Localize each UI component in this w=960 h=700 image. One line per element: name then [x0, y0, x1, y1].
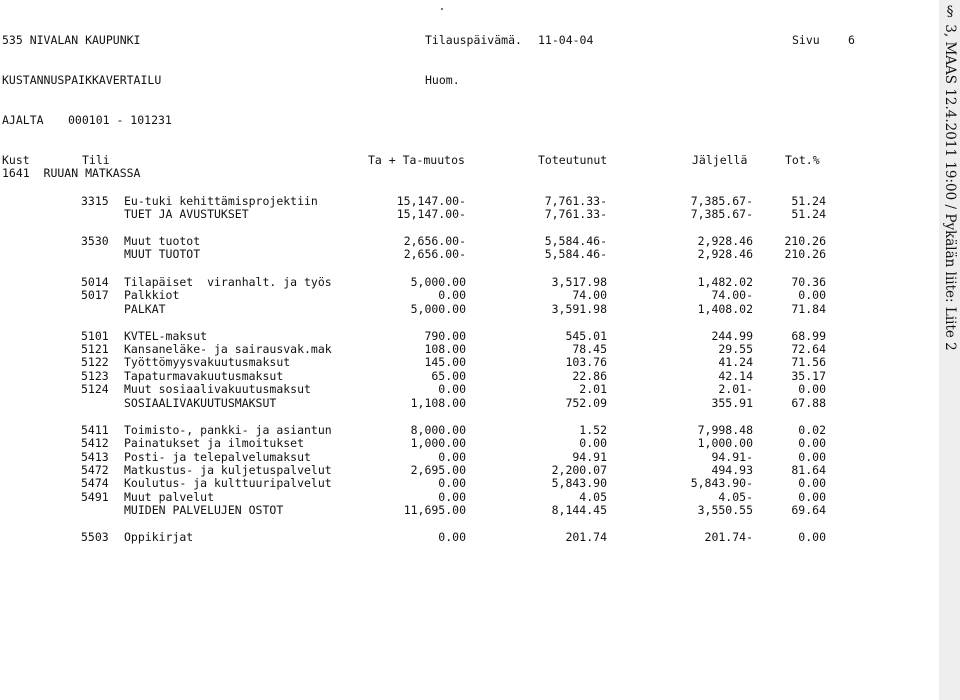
row-pct: 69.64: [791, 503, 826, 517]
col-header-pct: Tot.%: [785, 153, 820, 167]
row-remaining: 201.74-: [704, 530, 753, 544]
row-remaining: 2,928.46: [697, 247, 753, 261]
period-range: 000101 - 101231: [68, 113, 172, 127]
row-budget: 8,000.00: [410, 423, 466, 437]
row-budget: 1,108.00: [410, 396, 466, 410]
side-stamp-strip: [939, 0, 960, 700]
row-pct: 0.02: [798, 423, 826, 437]
row-actual: 2.01: [579, 382, 607, 396]
row-remaining: 2.01-: [718, 382, 753, 396]
col-header-budget: Ta + Ta-muutos: [368, 153, 465, 167]
row-name: Muut palvelut: [124, 490, 215, 504]
row-name: Oppikirjat: [124, 530, 194, 544]
row-actual: 94.91: [572, 450, 607, 464]
row-actual: 5,584.46-: [544, 247, 607, 261]
row-name: Toimisto-, pankki- ja asiantun: [124, 423, 332, 437]
row-pct: 0.00: [798, 490, 826, 504]
row-code: 5491: [81, 490, 109, 504]
row-budget: 790.00: [424, 329, 466, 343]
row-name: Painatukset ja ilmoitukset: [124, 436, 305, 450]
row-name: SOSIAALIVAKUUTUSMAKSUT: [124, 396, 277, 410]
row-pct: 51.24: [791, 207, 826, 221]
row-pct: 68.99: [791, 329, 826, 343]
col-header-tili: Tili: [82, 153, 110, 167]
row-pct: 0.00: [798, 450, 826, 464]
row-remaining: 1,408.02: [697, 302, 753, 316]
row-pct: 0.00: [798, 476, 826, 490]
row-code: 5017: [81, 288, 109, 302]
row-budget: 0.00: [438, 530, 466, 544]
row-name: Matkustus- ja kuljetuspalvelut: [124, 463, 332, 477]
row-actual: 74.00: [572, 288, 607, 302]
row-pct: 35.17: [791, 369, 826, 383]
cost-center: 1641 RUUAN MATKASSA: [2, 166, 141, 180]
row-actual: 7,761.33-: [544, 194, 607, 208]
row-name: Palkkiot: [124, 288, 180, 302]
row-name: PALKAT: [124, 302, 166, 316]
row-name: Muut tuotot: [124, 234, 201, 248]
row-remaining: 7,385.67-: [690, 194, 753, 208]
row-budget: 0.00: [438, 490, 466, 504]
row-name: Muut sosiaalivakuutusmaksut: [124, 382, 311, 396]
row-pct: 71.84: [791, 302, 826, 316]
col-header-kust: Kust: [2, 153, 30, 167]
row-name: Tilapäiset viranhalt. ja työs: [124, 275, 332, 289]
row-remaining: 29.55: [718, 342, 753, 356]
row-remaining: 244.99: [711, 329, 753, 343]
row-name: Kansaneläke- ja sairausvak.mak: [124, 342, 332, 356]
row-code: 3530: [81, 234, 109, 248]
row-actual: 2,200.07: [551, 463, 607, 477]
row-name: MUIDEN PALVELUJEN OSTOT: [124, 503, 284, 517]
row-pct: 67.88: [791, 396, 826, 410]
row-budget: 65.00: [431, 369, 466, 383]
row-pct: 210.26: [784, 234, 826, 248]
row-budget: 5,000.00: [410, 275, 466, 289]
period-label: AJALTA: [2, 113, 44, 127]
row-code: 5101: [81, 329, 109, 343]
row-pct: 70.36: [791, 275, 826, 289]
row-pct: 81.64: [791, 463, 826, 477]
note-label: Huom.: [425, 73, 460, 87]
org-name: 535 NIVALAN KAUPUNKI: [2, 33, 141, 47]
col-header-remaining: Jäljellä: [692, 153, 748, 167]
row-remaining: 5,843.90-: [690, 476, 753, 490]
row-remaining: 355.91: [711, 396, 753, 410]
row-pct: 210.26: [784, 247, 826, 261]
row-name: Tapaturmavakuutusmaksut: [124, 369, 284, 383]
row-pct: 71.56: [791, 355, 826, 369]
row-code: 5503: [81, 530, 109, 544]
row-remaining: 42.14: [718, 369, 753, 383]
row-name: TUET JA AVUSTUKSET: [124, 207, 249, 221]
row-actual: 8,144.45: [551, 503, 607, 517]
row-budget: 0.00: [438, 288, 466, 302]
row-actual: 5,843.90: [551, 476, 607, 490]
row-name: Eu-tuki kehittämisprojektiin: [124, 194, 318, 208]
row-remaining: 7,385.67-: [690, 207, 753, 221]
row-name: Posti- ja telepalvelumaksut: [124, 450, 311, 464]
row-budget: 0.00: [438, 382, 466, 396]
row-pct: 72.64: [791, 342, 826, 356]
row-pct: 0.00: [798, 382, 826, 396]
row-remaining: 3,550.55: [697, 503, 753, 517]
page-number: 6: [848, 33, 855, 47]
row-actual: 4.05: [579, 490, 607, 504]
row-budget: 15,147.00-: [396, 207, 466, 221]
row-actual: 0.00: [579, 436, 607, 450]
row-code: 5472: [81, 463, 109, 477]
row-actual: 3,517.98: [551, 275, 607, 289]
row-budget: 15,147.00-: [396, 194, 466, 208]
row-actual: 3,591.98: [551, 302, 607, 316]
row-code: 5474: [81, 476, 109, 490]
row-pct: 0.00: [798, 530, 826, 544]
row-remaining: 1,000.00: [697, 436, 753, 450]
row-remaining: 2,928.46: [697, 234, 753, 248]
row-budget: 2,695.00: [410, 463, 466, 477]
row-budget: 5,000.00: [410, 302, 466, 316]
row-actual: 78.45: [572, 342, 607, 356]
row-code: 5412: [81, 436, 109, 450]
row-remaining: 4.05-: [718, 490, 753, 504]
row-actual: 545.01: [565, 329, 607, 343]
row-budget: 108.00: [424, 342, 466, 356]
row-budget: 145.00: [424, 355, 466, 369]
side-stamp-text: § 3, MAAS 12.4.2011 19:00 / Pykälän liite: Liite 2: [942, 4, 958, 351]
row-code: 5014: [81, 275, 109, 289]
row-pct: 0.00: [798, 288, 826, 302]
row-name: Työttömyysvakuutusmaksut: [124, 355, 291, 369]
row-remaining: 1,482.02: [697, 275, 753, 289]
row-pct: 51.24: [791, 194, 826, 208]
page-label: Sivu: [792, 33, 820, 47]
row-actual: 5,584.46-: [544, 234, 607, 248]
row-code: 5121: [81, 342, 109, 356]
row-name: Koulutus- ja kulttuuripalvelut: [124, 476, 332, 490]
row-remaining: 7,998.48: [697, 423, 753, 437]
row-budget: 2,656.00-: [403, 247, 466, 261]
row-remaining: 494.93: [711, 463, 753, 477]
row-budget: 0.00: [438, 476, 466, 490]
scan-speck: [441, 8, 443, 10]
row-name: MUUT TUOTOT: [124, 247, 201, 261]
row-actual: 752.09: [565, 396, 607, 410]
row-remaining: 94.91-: [711, 450, 753, 464]
row-budget: 1,000.00: [410, 436, 466, 450]
row-actual: 103.76: [565, 355, 607, 369]
row-code: 5124: [81, 382, 109, 396]
row-code: 5411: [81, 423, 109, 437]
date-value: 11-04-04: [538, 33, 594, 47]
row-pct: 0.00: [798, 436, 826, 450]
row-name: KVTEL-maksut: [124, 329, 208, 343]
report-title: KUSTANNUSPAIKKAVERTAILU: [2, 73, 162, 87]
row-code: 3315: [81, 194, 109, 208]
row-actual: 1.52: [579, 423, 607, 437]
col-header-actual: Toteutunut: [538, 153, 608, 167]
row-actual: 22.86: [572, 369, 607, 383]
row-budget: 11,695.00: [403, 503, 466, 517]
row-actual: 201.74: [565, 530, 607, 544]
row-budget: 0.00: [438, 450, 466, 464]
row-code: 5413: [81, 450, 109, 464]
row-remaining: 41.24: [718, 355, 753, 369]
date-label: Tilauspäivämä.: [425, 33, 522, 47]
row-budget: 2,656.00-: [403, 234, 466, 248]
row-code: 5122: [81, 355, 109, 369]
row-actual: 7,761.33-: [544, 207, 607, 221]
row-code: 5123: [81, 369, 109, 383]
row-remaining: 74.00-: [711, 288, 753, 302]
